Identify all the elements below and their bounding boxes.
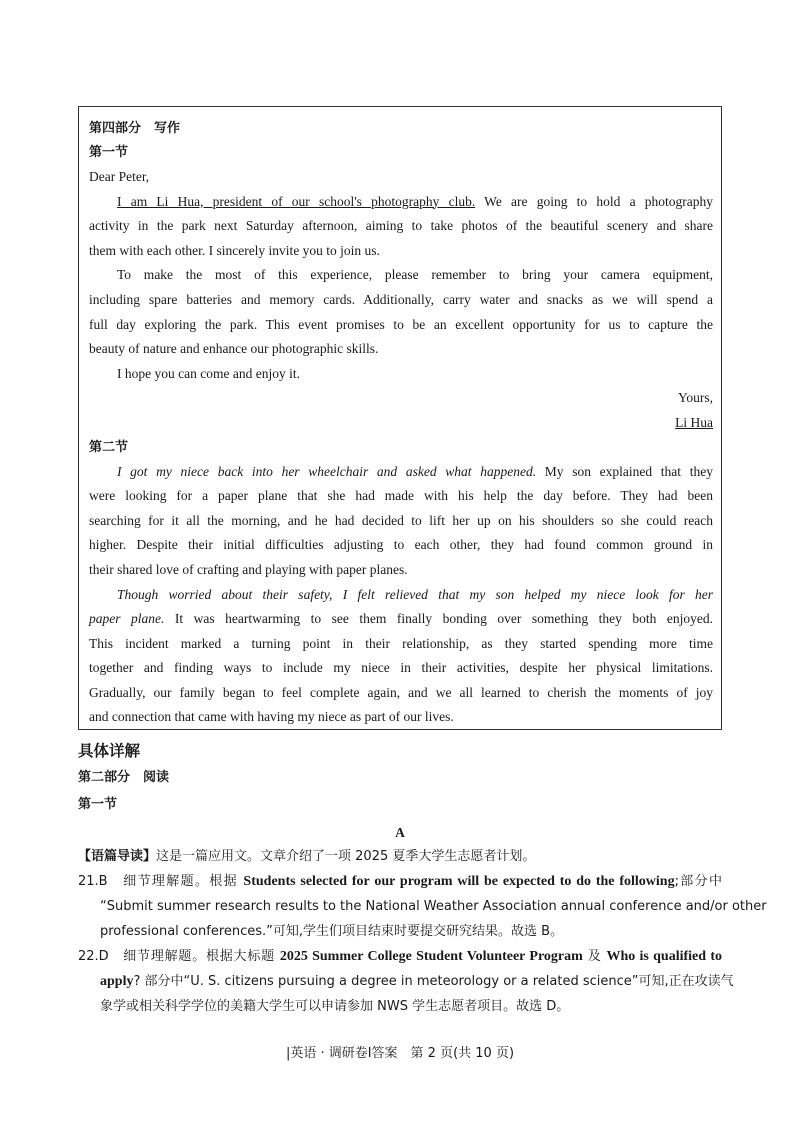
letter-p1-line3: them with each other. I sincerely invite you to join us. [89, 242, 380, 258]
q21-number: 21.B 细节理解题。根据 [78, 874, 244, 889]
guide-text: 这是一篇应用文。文章介绍了一项 2025 夏季大学生志愿者计划。 [156, 849, 536, 864]
q22-number: 22.D 细节理解题。根据大标题 [78, 949, 280, 964]
letter-closing: Yours, [677, 390, 713, 406]
story-p1-line2: were looking for a paper plane that she had made with his help the day before. They had been [89, 488, 713, 504]
q21-quoted-heading: Students selected for our program will be expected to do the following [243, 874, 675, 889]
q21-line2: “Submit summer research results to the National Weather Association annual conference and/or other [100, 899, 767, 914]
letter-greeting: Dear Peter, [89, 169, 150, 184]
reading-section-title: 第一节 [78, 797, 118, 812]
passage-guide [78, 844, 722, 869]
letter-p2-line1: To make the most of this experience, please remember to bring your camera equipment, [117, 267, 713, 283]
story-p2-italic-line2: paper plane. [89, 611, 165, 627]
story-p1-line1-rest: My son explained that they [536, 463, 713, 479]
guide-label: 【语篇导读】 [78, 849, 157, 864]
letter-p1-line2: activity in the park next Saturday afternoon, aiming to take photos of the beautiful scenery and share [89, 218, 713, 234]
detailed-explanation [78, 738, 767, 1019]
story-p1-line1 [89, 460, 713, 485]
answer-explanations [78, 844, 767, 1019]
letter-p2-line4: beauty of nature and enhance our photographic skills. [89, 341, 379, 357]
part-two-title: 第二部分 阅读 [78, 770, 170, 785]
page-footer: |英语 · 调研卷Ⅰ答案 第 2 页(共 10 页) [285, 1046, 515, 1061]
q22-line1 [78, 944, 722, 969]
q22-line2-rest: ? 部分中“U. S. citizens pursuing a degree in meteorology or a related science”可知,正在攻读气 [133, 974, 734, 989]
story-p1-italic-opening: I got my niece back into her wheelchair and asked what happened. [117, 463, 537, 479]
story-p2-line3: This incident marked a turning point in their relationship, as they started spending more time [89, 635, 713, 651]
story-p1-line3: searching for it all the morning, and he had decided to lift her up on his shoulders so she could reach [89, 512, 713, 528]
q22-quoted-heading-end: apply [100, 974, 134, 989]
section-two-title: 第二节 [89, 439, 129, 455]
story-p2-line2-rest: It was heartwarming to see them finally bonding over something they both enjoyed. [164, 611, 713, 627]
passage-label: A [395, 825, 405, 840]
letter-p1-line1 [89, 190, 713, 215]
letter-signature [89, 411, 713, 436]
letter-p3: I hope you can come and enjoy it. [117, 365, 300, 381]
q22-line3: 象学或相关科学学位的美籍大学生可以申请参加 NWS 学生志愿者项目。故选 D。 [100, 999, 570, 1014]
story-p1-line4: higher. Despite their initial difficulties adjusting to each other, they had found common ground in [89, 537, 713, 553]
letter-p2-line2: including spare batteries and memory cards. Additionally, carry water and snacks as we will spend a [89, 291, 713, 307]
story-p2-line2 [89, 607, 713, 632]
q21-line1-rest: ;部分中 [674, 874, 722, 889]
signature-underlined: Li Hua [675, 414, 713, 430]
q22-conjunction: 及 [582, 949, 607, 964]
part-four-title: 第四部分 写作 [89, 121, 181, 136]
story-p2-italic-line1: Though worried about their safety, I felt relieved that my son helped my niece look for her [117, 586, 713, 602]
q21-line1 [78, 869, 722, 894]
letter-intro-underlined: I am Li Hua, president of our school's photography club. [117, 193, 476, 209]
story-p2-line4: together and finding ways to include my niece in their activities, despite her physical limitations. [89, 660, 713, 676]
story-p1-line5: their shared love of crafting and playing with paper planes. [89, 561, 408, 577]
q22-quoted-title: 2025 Summer College Student Volunteer Program [279, 949, 583, 964]
q22-quoted-heading: Who is qualified to [606, 949, 722, 964]
q22-line2 [78, 969, 734, 994]
explanation-title: 具体详解 [78, 742, 141, 760]
section-one-title: 第一节 [89, 145, 129, 160]
letter-p1-line1-rest: We are going to hold a photography [475, 193, 713, 209]
letter-p2-line3: full day exploring the park. This event promises to be an excellent opportunity for us to capture the [89, 316, 713, 332]
q21-line3: professional conferences.”可知,学生们项目结束时要提交研究结果。故选 B。 [100, 924, 564, 939]
writing-answer-box [78, 106, 722, 730]
story-p2-line6: and connection that came with having my niece as part of our lives. [89, 709, 454, 725]
story-p2-line5: Gradually, our family began to feel complete again, and we all learned to cherish the moments of joy [89, 684, 713, 700]
